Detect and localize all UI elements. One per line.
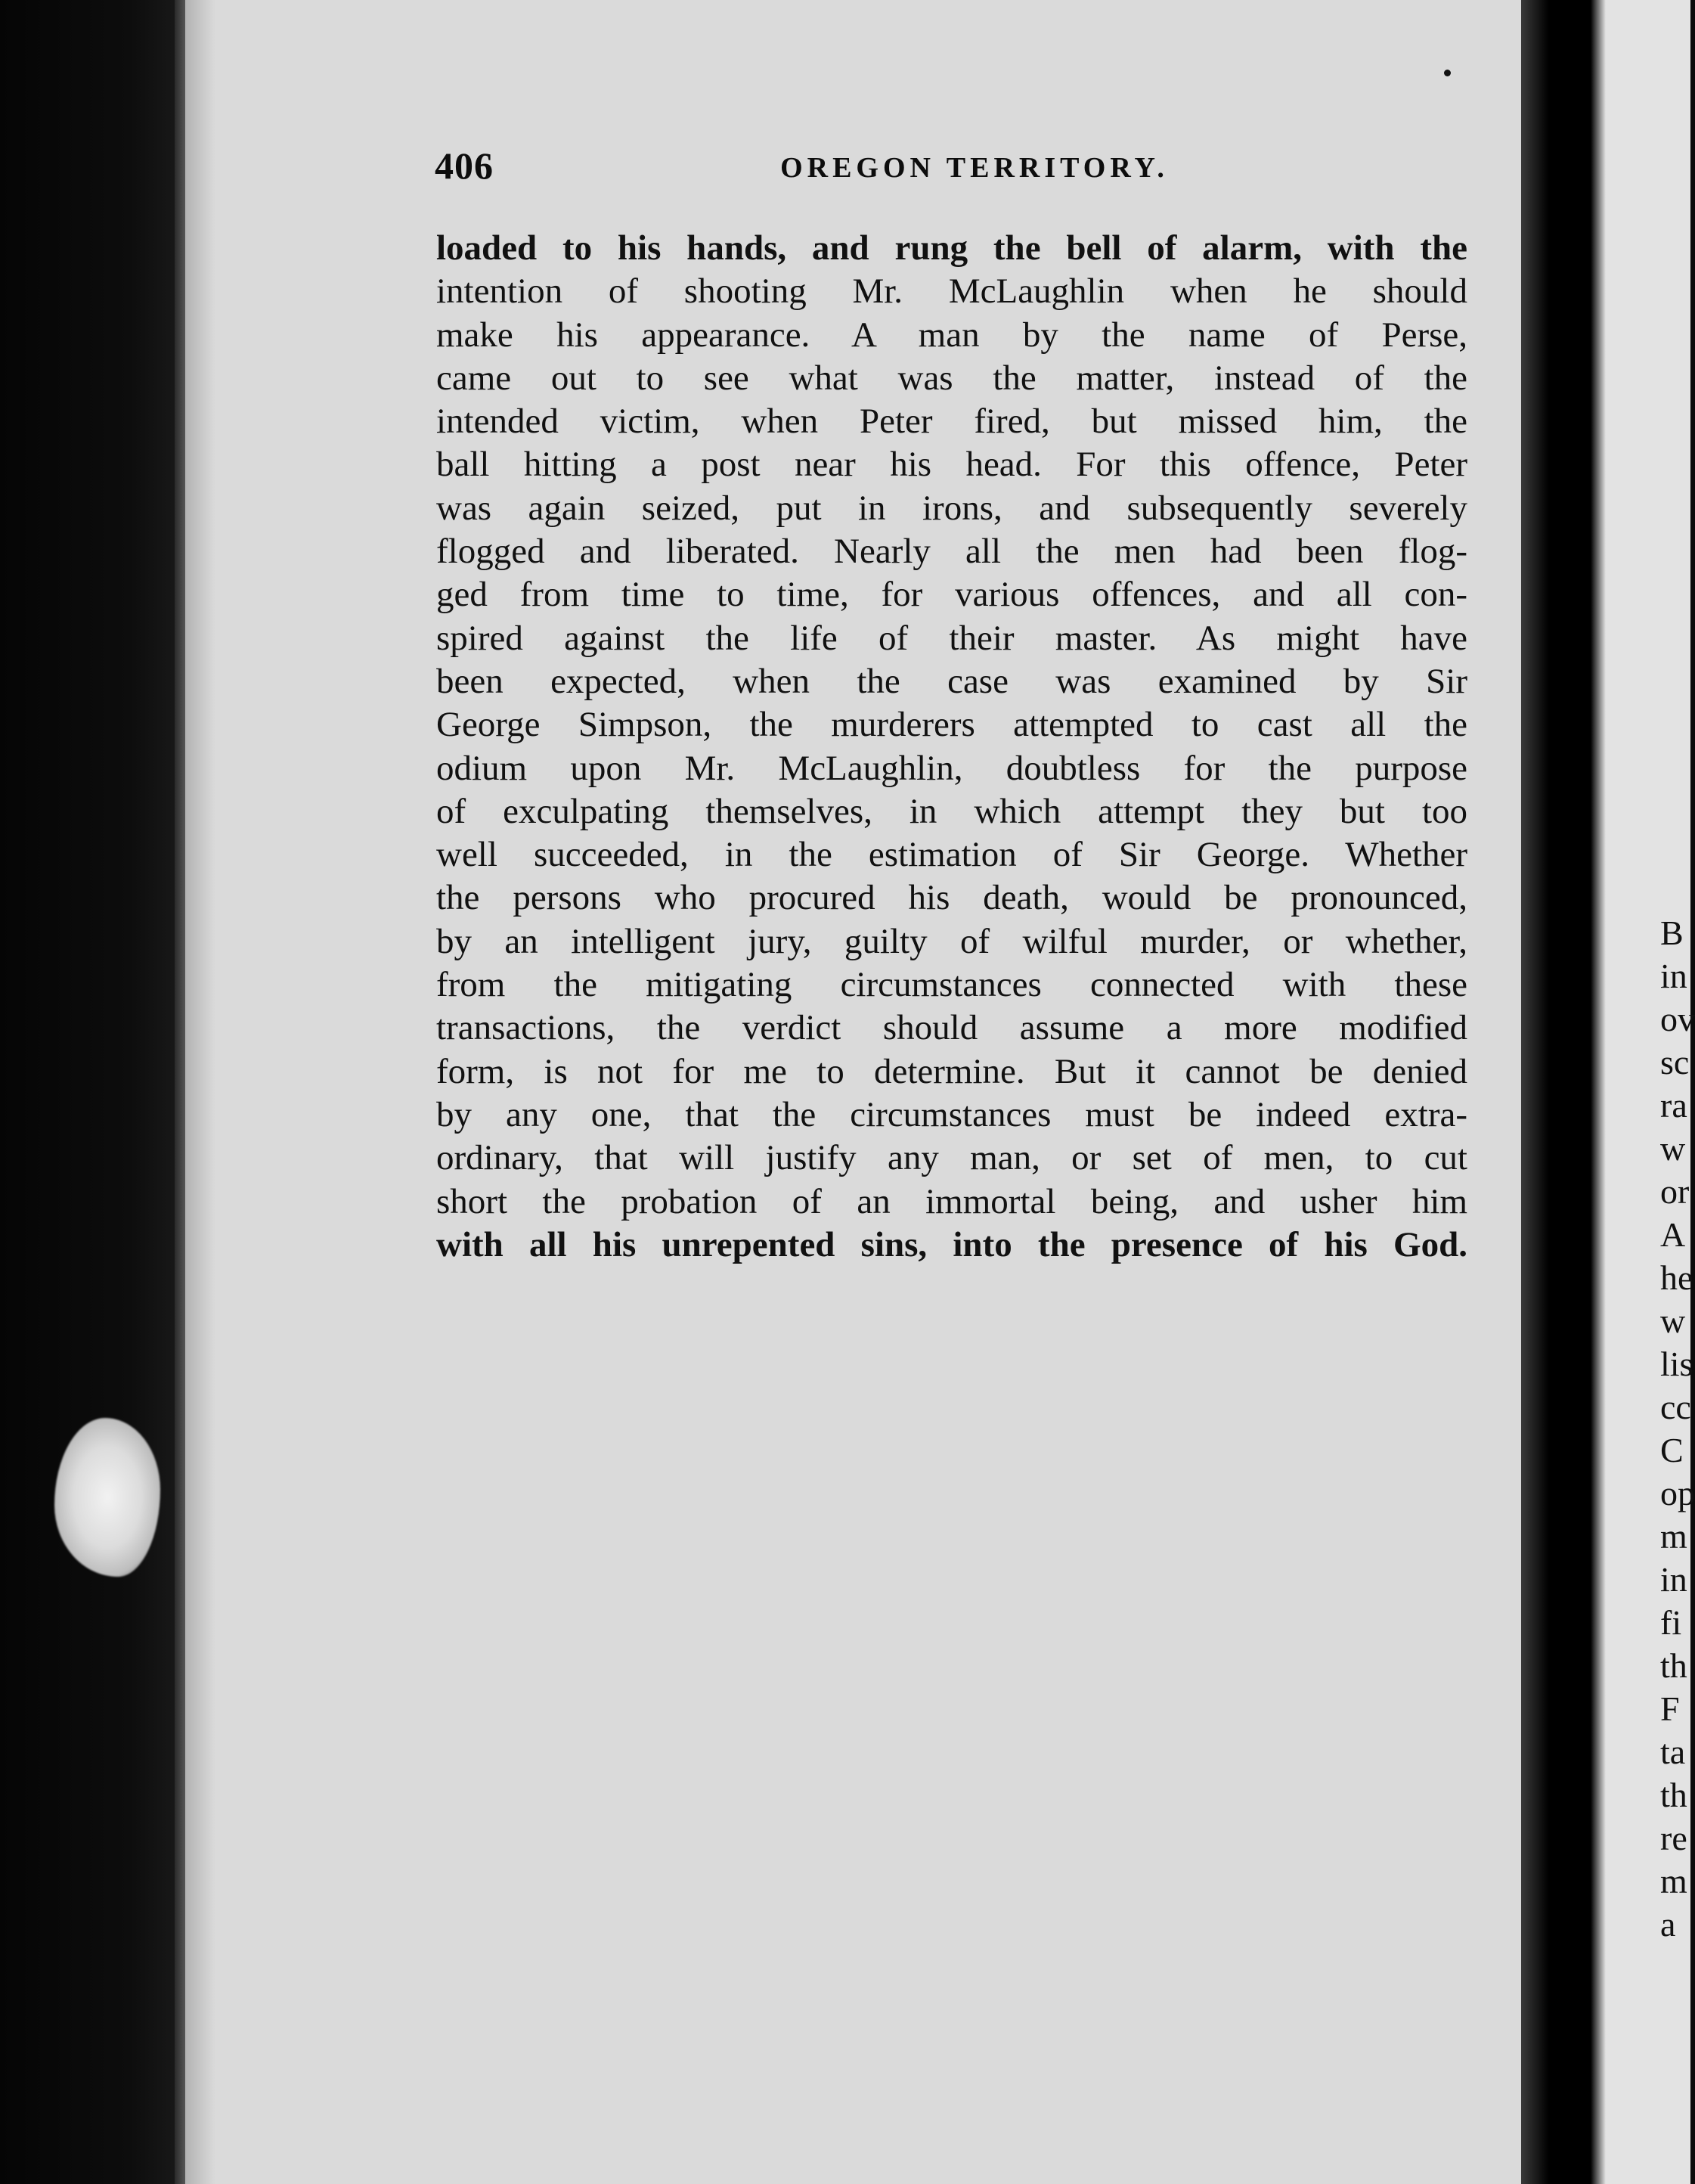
text-line: well succeeded, in the estimation of Sir George. Whether [436,835,1467,875]
text-line: odium upon Mr. McLaughlin, doubtless for the purpose [436,748,1467,788]
text-line: loaded to his hands, and rung the bell of alarm, with the [436,228,1467,268]
text-line: the persons who procured his death, would be pronounced, [436,878,1467,918]
facing-page-fragment: th [1660,1776,1687,1814]
text-line: by an intelligent jury, guilty of wilful murder, or whether, [436,921,1467,961]
facing-page-fragment: F [1660,1689,1680,1728]
text-line: flogged and liberated. Nearly all the men had been flog- [436,532,1467,572]
text-line: intention of shooting Mr. McLaughlin when he should [436,271,1467,312]
text-line: form, is not for me to determine. But it cannot be denied [436,1051,1467,1091]
facing-page-fragment: in [1660,1560,1687,1599]
page-number: 406 [435,144,494,187]
text-line: transactions, the verdict should assume a more modified [436,1008,1467,1048]
facing-page-fragment: w [1660,1129,1686,1168]
running-head-title: OREGON TERRITORY. [780,152,1169,184]
left-binding-margin [0,0,185,2184]
facing-page-fragment: lis [1660,1345,1693,1383]
facing-page-fragment: or [1660,1172,1690,1211]
text-line: George Simpson, the murderers attempted to cast all the [436,705,1467,745]
facing-page-fragment: op [1660,1474,1695,1512]
torn-paper-fragment [54,1418,160,1577]
facing-page-fragment: fi [1660,1603,1682,1642]
facing-page-fragment: m [1660,1517,1687,1556]
text-line: short the probation of an immortal being, and usher him [436,1181,1467,1221]
facing-page-fragment: a [1660,1905,1676,1944]
text-line: make his appearance. A man by the name of Perse, [436,315,1467,355]
text-line: ordinary, that will justify any man, or set of men, to cut [436,1138,1467,1178]
facing-page-fragment: m [1660,1862,1687,1900]
text-line: intended victim, when Peter fired, but missed him, the [436,402,1467,442]
text-line: came out to see what was the matter, instead of the [436,358,1467,398]
ink-speck [1444,70,1451,76]
facing-page-edge [1591,0,1695,2184]
facing-page-fragment: cc [1660,1388,1691,1426]
text-line: by any one, that the circumstances must be indeed extra- [436,1094,1467,1134]
running-head [435,144,1469,189]
facing-page-fragment: he [1660,1258,1693,1297]
text-line: was again seized, put in irons, and subsequently severely [436,488,1467,528]
facing-page-fragment: re [1660,1819,1687,1857]
facing-page-fragment: ta [1660,1733,1686,1771]
text-line: ball hitting a post near his head. For this offence, Peter [436,445,1467,485]
text-line: of exculpating themselves, in which attempt they but too [436,791,1467,831]
book-gutter [1521,0,1591,2184]
text-line: from the mitigating circumstances connected with these [436,965,1467,1005]
facing-page-fragment: A [1660,1215,1686,1254]
body-paragraph [436,227,1467,1267]
facing-page-fragment: B [1660,914,1684,952]
facing-page-fragment: sc [1660,1043,1690,1081]
text-line: with all his unrepented sins, into the presence of his God. [436,1224,1467,1264]
text-line: been expected, when the case was examined by Sir [436,661,1467,701]
facing-page-fragment: ov [1660,1000,1695,1038]
text-line: ged from time to time, for various offences, and all con- [436,575,1467,615]
facing-page-shadow [1591,0,1606,2184]
facing-page-fragment: w [1660,1301,1686,1340]
text-line: spired against the life of their master. As might have [436,618,1467,658]
facing-page-fragment: th [1660,1646,1687,1685]
facing-page-fragment: C [1660,1431,1684,1469]
facing-page-fragment: in [1660,957,1687,995]
facing-page-fragment: ra [1660,1086,1687,1125]
